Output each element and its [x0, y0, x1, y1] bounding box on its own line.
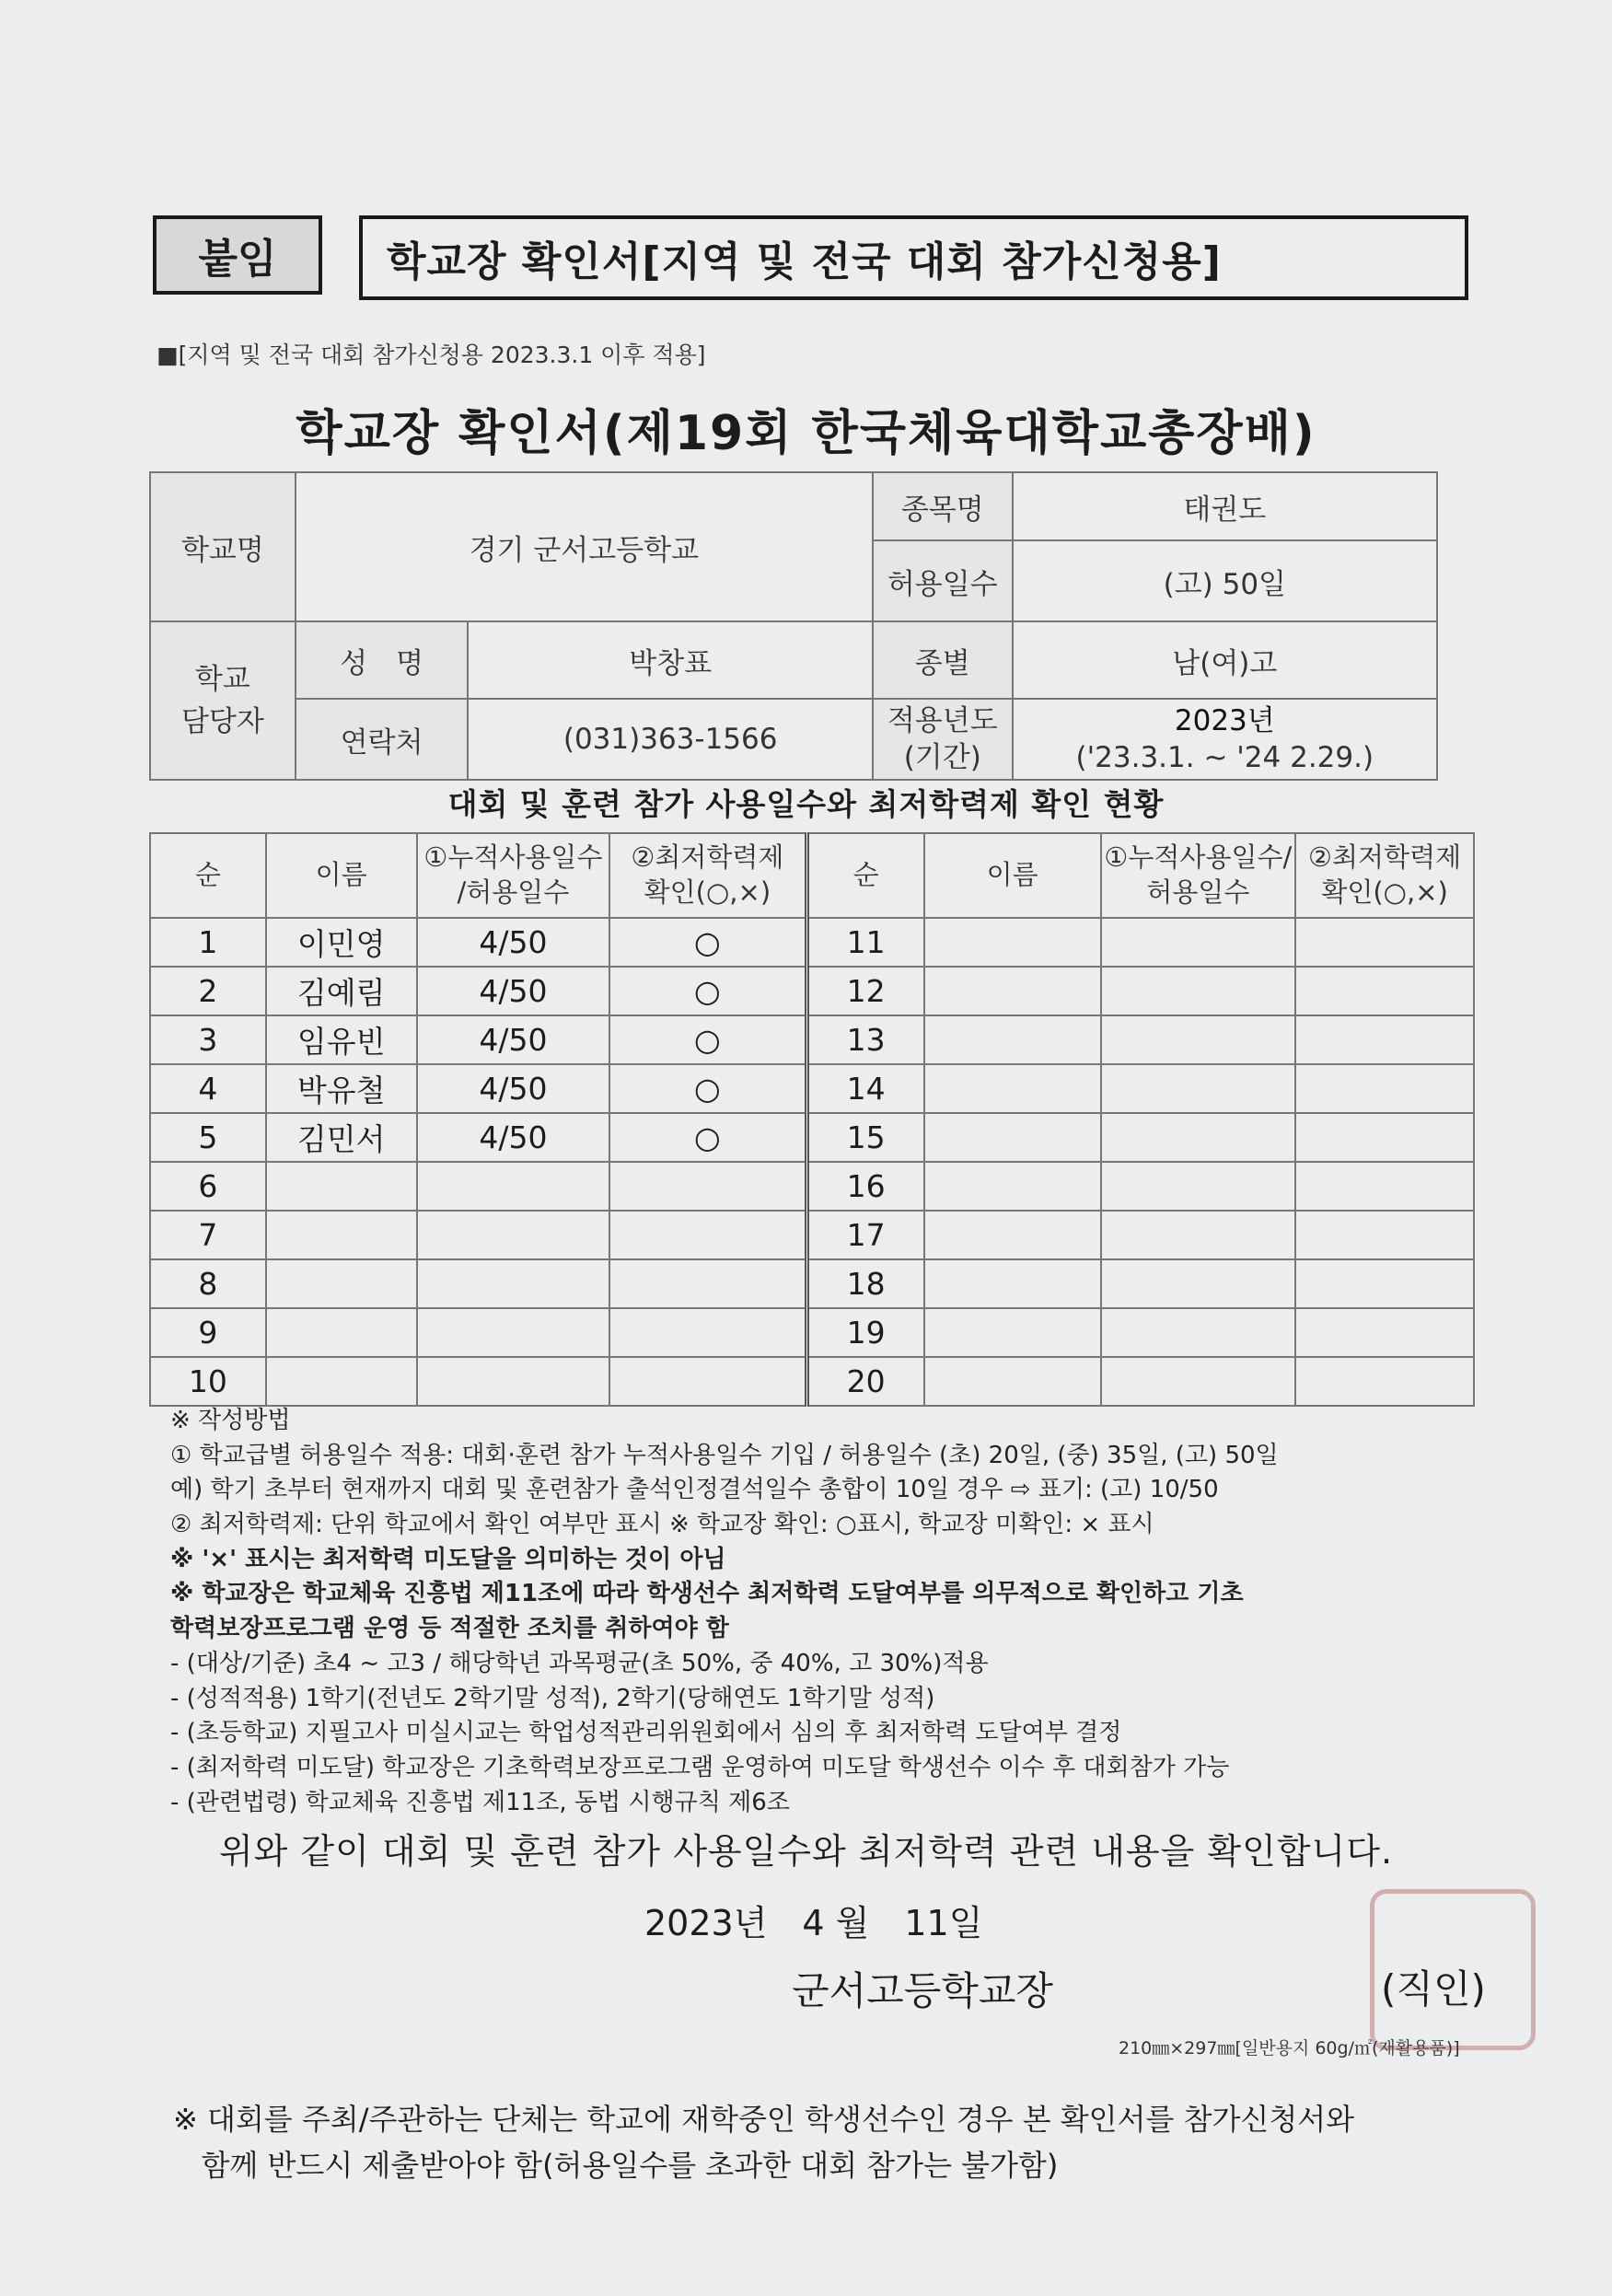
- min-academic-check: ○: [609, 1064, 806, 1113]
- used-days: 4/50: [417, 1113, 610, 1162]
- allowed-days-value: (고) 50일: [1013, 540, 1437, 621]
- student-name: [266, 1259, 417, 1308]
- student-name-right: [924, 1357, 1101, 1406]
- min-academic-check-right: [1295, 1357, 1474, 1406]
- student-name-right: [924, 1308, 1101, 1357]
- student-name-right: [924, 967, 1101, 1015]
- student-name: 김예림: [266, 967, 417, 1015]
- row-number-right: 15: [806, 1113, 924, 1162]
- row-number: 1: [150, 918, 266, 967]
- row-number: 6: [150, 1162, 266, 1211]
- year-period-cell: [1013, 699, 1437, 780]
- note-3: ※ '×' 표시는 최저학력 미도달을 의미하는 것이 아님: [170, 1545, 726, 1573]
- note-4-cont: 학력보장프로그램 운영 등 적절한 조치를 취하여야 함: [170, 1615, 729, 1643]
- min-academic-check: ○: [609, 918, 806, 967]
- writing-instructions: [170, 1404, 1533, 1820]
- row-number: 3: [150, 1015, 266, 1064]
- row-number-right: 19: [806, 1308, 924, 1357]
- row-number-right: 18: [806, 1259, 924, 1308]
- row-number-right: 11: [806, 918, 924, 967]
- row-number-right: 13: [806, 1015, 924, 1064]
- student-name: [266, 1357, 417, 1406]
- detail-elementary: - (초등학교) 지필고사 미실시교는 학업성적관리위원회에서 심의 후 최저학력 도달여부 결정: [170, 1719, 1122, 1747]
- student-name: 임유빈: [266, 1015, 417, 1064]
- min-academic-check-right: [1295, 918, 1474, 967]
- student-name: 이민영: [266, 918, 417, 967]
- used-days-right: [1101, 1308, 1296, 1357]
- used-days: [417, 1308, 610, 1357]
- student-name: [266, 1211, 417, 1259]
- min-academic-check-right: [1295, 1308, 1474, 1357]
- min-academic-check: ○: [609, 967, 806, 1015]
- row-number: 5: [150, 1113, 266, 1162]
- min-academic-check-right: [1295, 967, 1474, 1015]
- used-days: [417, 1211, 610, 1259]
- used-days-right: [1101, 1211, 1296, 1259]
- used-days-right: [1101, 918, 1296, 967]
- used-days-right: [1101, 967, 1296, 1015]
- name-label: 성 명: [296, 621, 469, 699]
- student-name-right: [924, 918, 1101, 967]
- header-name: 이름: [266, 833, 417, 918]
- school-name-value: 경기 군서고등학교: [296, 472, 873, 621]
- contact-name-value: 박창표: [468, 621, 872, 699]
- header-days-right: ①누적사용일수/ 허용일수: [1101, 833, 1296, 918]
- phone-value: (031)363-1566: [468, 699, 872, 780]
- row-number-right: 17: [806, 1211, 924, 1259]
- used-days-right: [1101, 1357, 1296, 1406]
- min-academic-check: [609, 1259, 806, 1308]
- event-label: 종목명: [873, 472, 1013, 540]
- phone-label: 연락처: [296, 699, 469, 780]
- roster-header-row: [150, 833, 1474, 918]
- attachment-tag-label: 붙임: [198, 236, 277, 283]
- used-days-right: [1101, 1259, 1296, 1308]
- roster-row: [150, 1211, 1474, 1259]
- used-days-right: [1101, 1064, 1296, 1113]
- min-academic-check-right: [1295, 1015, 1474, 1064]
- min-academic-check: [609, 1162, 806, 1211]
- footer-line-1: ※ 대회를 주최/주관하는 단체는 학교에 재학중인 학생선수인 경우 본 확인서를 참가신청서와: [173, 2102, 1355, 2137]
- min-academic-check: [609, 1357, 806, 1406]
- min-academic-check-right: [1295, 1162, 1474, 1211]
- header-title-text: 학교장 확인서[지역 및 전국 대회 참가신청용]: [387, 238, 1222, 285]
- principal-signature-line: 군서고등학교장: [792, 1968, 1054, 2013]
- min-academic-check-right: [1295, 1259, 1474, 1308]
- category-value: 남(여)고: [1013, 621, 1437, 699]
- info-table: [149, 471, 1438, 781]
- issue-date: 2023년 4 월 11일: [644, 1903, 983, 1943]
- min-academic-check: [609, 1308, 806, 1357]
- note-1-example: 예) 학기 초부터 현재까지 대회 및 훈련참가 출석인정결석일수 총합이 10일 경우 ⇨ 표기: (고) 10/50: [170, 1476, 1219, 1504]
- student-name: 김민서: [266, 1113, 417, 1162]
- student-name: [266, 1308, 417, 1357]
- min-academic-check-right: [1295, 1064, 1474, 1113]
- min-academic-check-right: [1295, 1211, 1474, 1259]
- row-number-right: 12: [806, 967, 924, 1015]
- student-name: [266, 1162, 417, 1211]
- event-value: 태권도: [1013, 472, 1437, 540]
- used-days: 4/50: [417, 918, 610, 967]
- row-number: 10: [150, 1357, 266, 1406]
- row-number: 2: [150, 967, 266, 1015]
- student-name-right: [924, 1064, 1101, 1113]
- year-value: 2023년: [1174, 703, 1275, 737]
- roster-row: [150, 1113, 1474, 1162]
- header-name-right: 이름: [924, 833, 1101, 918]
- main-title: 학교장 확인서(제19회 한국체육대학교총장배): [296, 406, 1316, 461]
- row-number: 9: [150, 1308, 266, 1357]
- detail-law: - (관련법령) 학교체육 진흥법 제11조, 동법 시행규칙 제6조: [170, 1788, 790, 1816]
- detail-unmet: - (최저학력 미도달) 학교장은 기초학력보장프로그램 운영하여 미도달 학생선수 이수 후 대회참가 가능: [170, 1753, 1230, 1781]
- row-number: 8: [150, 1259, 266, 1308]
- roster-row: [150, 918, 1474, 967]
- used-days: [417, 1259, 610, 1308]
- detail-grades: - (성적적용) 1학기(전년도 2학기말 성적), 2학기(당해연도 1학기말 성적): [170, 1684, 935, 1712]
- row-number: 4: [150, 1064, 266, 1113]
- roster-row: [150, 1308, 1474, 1357]
- used-days: [417, 1357, 610, 1406]
- min-academic-check: [609, 1211, 806, 1259]
- header-no-right: 순: [806, 833, 924, 918]
- seal-label: (직인): [1381, 1966, 1486, 2012]
- used-days: 4/50: [417, 1064, 610, 1113]
- min-academic-check-right: [1295, 1113, 1474, 1162]
- section-title: 대회 및 훈련 참가 사용일수와 최저학력제 확인 현황: [447, 786, 1165, 822]
- attachment-tag: [153, 215, 322, 295]
- applicability-note: ■[지역 및 전국 대회 참가신청용 2023.3.1 이후 적용]: [157, 342, 706, 368]
- footer-note: [173, 2097, 1508, 2188]
- category-label: 종별: [873, 621, 1013, 699]
- student-name-right: [924, 1259, 1101, 1308]
- used-days-right: [1101, 1015, 1296, 1064]
- contact-person-label: 학교 담당자: [150, 621, 296, 780]
- year-label: 적용년도 (기간): [873, 699, 1013, 780]
- roster-row: [150, 967, 1474, 1015]
- row-number-right: 14: [806, 1064, 924, 1113]
- used-days: 4/50: [417, 1015, 610, 1064]
- footer-line-2: 함께 반드시 제출받아야 함(허용일수를 초과한 대회 참가는 불가함): [173, 2147, 1059, 2183]
- student-name-right: [924, 1113, 1101, 1162]
- note-2: ② 최저학력제: 단위 학교에서 확인 여부만 표시 ※ 학교장 확인: ○표시, 학교장 미확인: × 표시: [170, 1511, 1154, 1539]
- student-name: 박유철: [266, 1064, 417, 1113]
- header-no: 순: [150, 833, 266, 918]
- student-name-right: [924, 1015, 1101, 1064]
- header-check-right: ②최저학력제 확인(○,×): [1295, 833, 1474, 918]
- confirmation-statement: 위와 같이 대회 및 훈련 참가 사용일수와 최저학력 관련 내용을 확인합니다.: [218, 1831, 1394, 1872]
- period-value: ('23.3.1. ~ '24 2.29.): [1075, 741, 1374, 774]
- roster-row: [150, 1259, 1474, 1308]
- row-number: 7: [150, 1211, 266, 1259]
- min-academic-check: ○: [609, 1015, 806, 1064]
- allowed-days-label: 허용일수: [873, 540, 1013, 621]
- used-days: 4/50: [417, 967, 610, 1015]
- used-days-right: [1101, 1162, 1296, 1211]
- row-number-right: 20: [806, 1357, 924, 1406]
- document-header-title: [359, 215, 1468, 300]
- note-4: ※ 학교장은 학교체육 진흥법 제11조에 따라 학생선수 최저학력 도달여부를 의무적으로 확인하고 기초: [170, 1580, 1244, 1608]
- detail-target: - (대상/기준) 초4 ~ 고3 / 해당학년 과목평균(초 50%, 중 40%, 고 30%)적용: [170, 1649, 989, 1677]
- student-name-right: [924, 1162, 1101, 1211]
- used-days-right: [1101, 1113, 1296, 1162]
- header-days: ①누적사용일수 /허용일수: [417, 833, 610, 918]
- header-check: ②최저학력제 확인(○,×): [609, 833, 806, 918]
- roster-table: [149, 832, 1475, 1407]
- note-1: ① 학교급별 허용일수 적용: 대회·훈련 참가 누적사용일수 기입 / 허용일수 (초) 20일, (중) 35일, (고) 50일: [170, 1441, 1279, 1469]
- roster-row: [150, 1357, 1474, 1406]
- paper-spec: 210㎜×297㎜[일반용지 60g/㎡(재활용품)]: [1119, 2038, 1460, 2058]
- roster-row: [150, 1162, 1474, 1211]
- notes-heading: ※ 작성방법: [170, 1407, 291, 1434]
- school-name-label: 학교명: [150, 472, 296, 621]
- row-number-right: 16: [806, 1162, 924, 1211]
- roster-row: [150, 1015, 1474, 1064]
- min-academic-check: ○: [609, 1113, 806, 1162]
- used-days: [417, 1162, 610, 1211]
- roster-row: [150, 1064, 1474, 1113]
- student-name-right: [924, 1211, 1101, 1259]
